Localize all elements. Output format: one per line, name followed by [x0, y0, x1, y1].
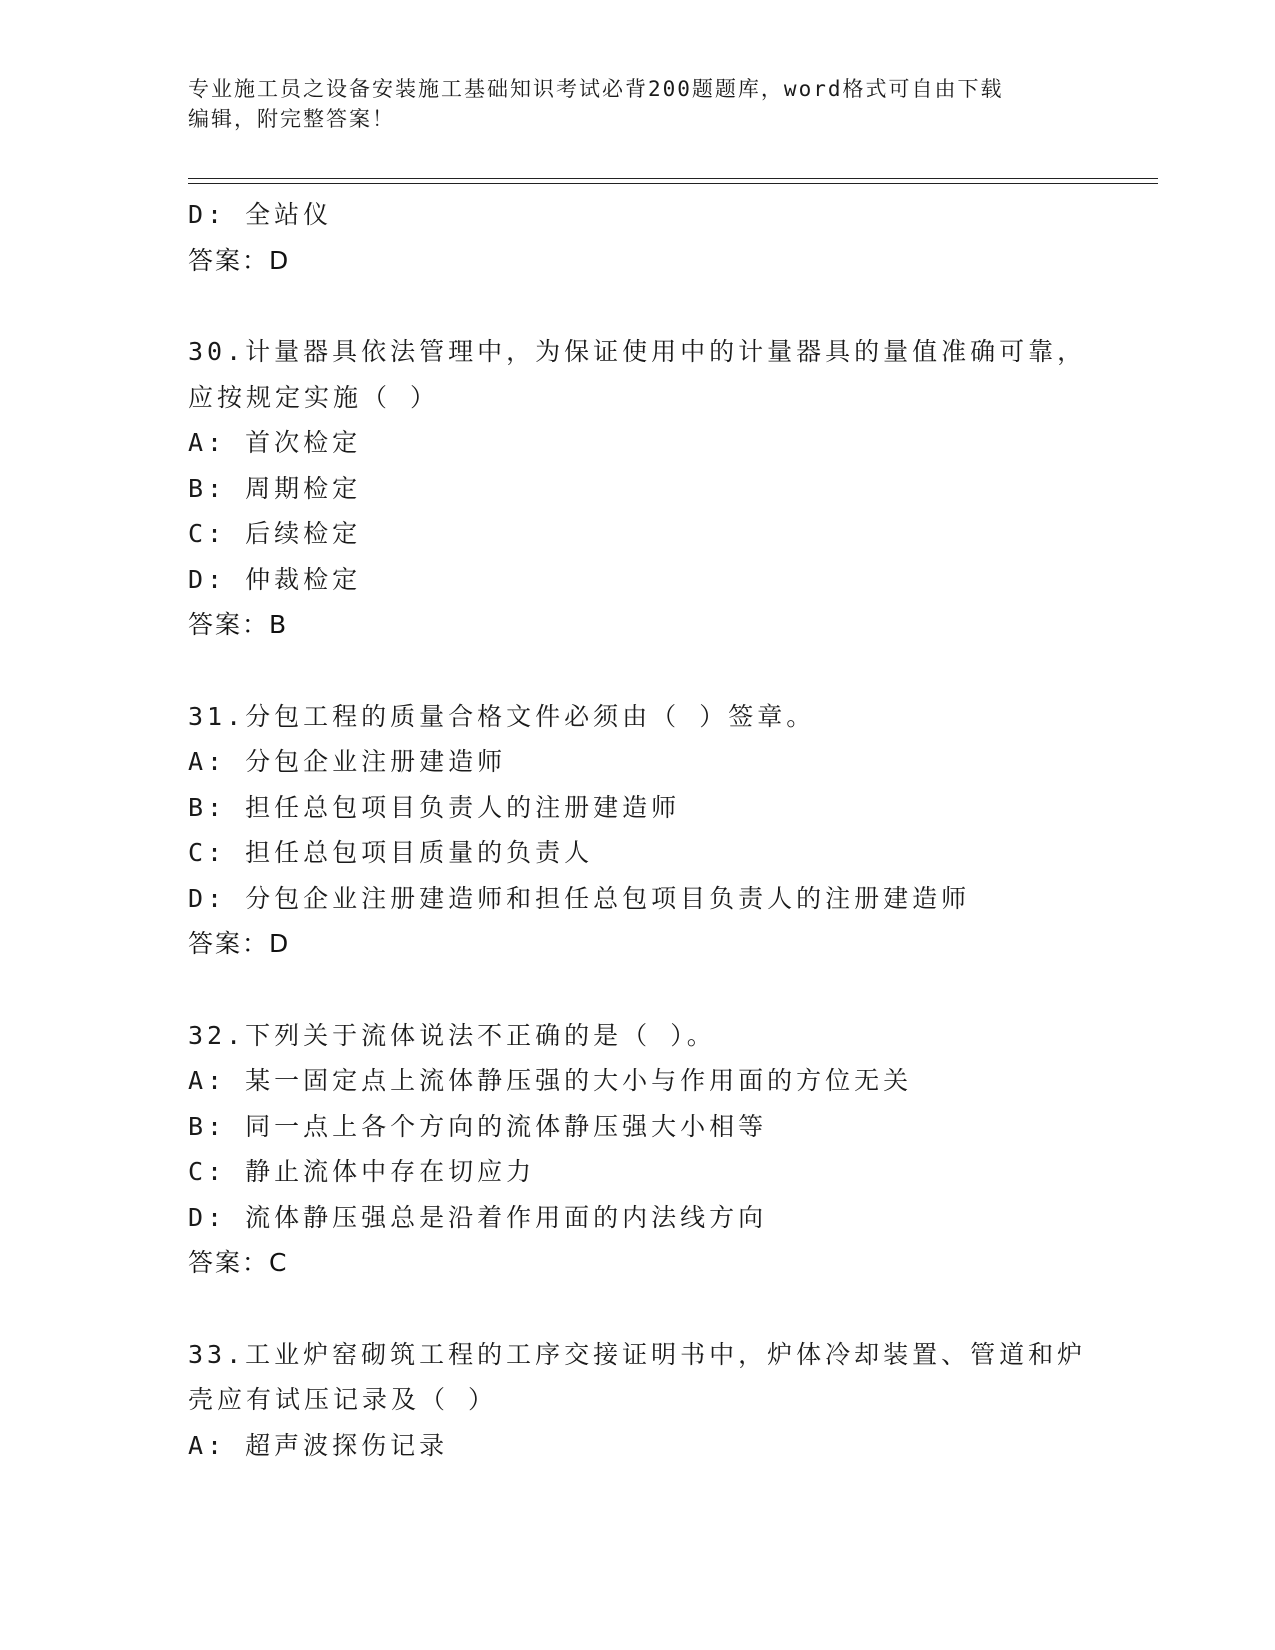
option-a: A: 某一固定点上流体静压强的大小与作用面的方位无关 [188, 1066, 913, 1095]
option-b: B: 担任总包项目负责人的注册建造师 [188, 792, 681, 822]
option-c: C: 后续检定 [188, 519, 362, 548]
option-c: C: 担任总包项目质量的负责人 [188, 838, 594, 867]
option-d: D: 全站仪 [188, 200, 333, 229]
header-rule-top [188, 178, 1158, 179]
option-d: D: 流体静压强总是沿着作用面的内法线方向 [188, 1202, 768, 1232]
question-31 [188, 694, 1148, 967]
question-list [188, 192, 1148, 1468]
question-stem: 30.计量器具依法管理中，为保证使用中的计量器具的量值准确可靠， [188, 337, 1087, 366]
question-stem: 31.分包工程的质量合格文件必须由（ ）签章。 [188, 701, 816, 731]
option-a: A: 分包企业注册建造师 [188, 747, 507, 776]
option-a: A: 首次检定 [188, 428, 362, 457]
option-b: B: 周期检定 [188, 473, 362, 503]
answer: 答案：D [188, 245, 291, 275]
question-30 [188, 329, 1148, 648]
header-line-1: 专业施工员之设备安装施工基础知识考试必背200题题库，word格式可自由下载 [188, 77, 1004, 101]
answer: 答案：B [188, 610, 289, 639]
header-rule-bottom [188, 183, 1158, 184]
option-c: C: 静止流体中存在切应力 [188, 1157, 536, 1186]
option-d: D: 分包企业注册建造师和担任总包项目负责人的注册建造师 [188, 883, 971, 913]
option-b: B: 同一点上各个方向的流体静压强大小相等 [188, 1111, 768, 1141]
question-stem-cont: 应按规定实施（ ） [188, 382, 440, 412]
document-header [188, 74, 1088, 134]
option-a: A: 超声波探伤记录 [188, 1430, 449, 1460]
question-stem: 33.工业炉窑砌筑工程的工序交接证明书中，炉体冷却装置、管道和炉 [188, 1339, 1087, 1369]
question-stem-cont: 壳应有试压记录及（ ） [188, 1385, 498, 1414]
answer: 答案：C [188, 1248, 289, 1277]
question-stem: 32.下列关于流体说法不正确的是（ ）。 [188, 1020, 716, 1050]
header-line-2: 编辑，附完整答案！ [188, 107, 395, 131]
question-33 [188, 1332, 1148, 1469]
option-d: D: 仲裁检定 [188, 564, 362, 594]
answer: 答案：D [188, 929, 291, 958]
question-32 [188, 1013, 1148, 1286]
